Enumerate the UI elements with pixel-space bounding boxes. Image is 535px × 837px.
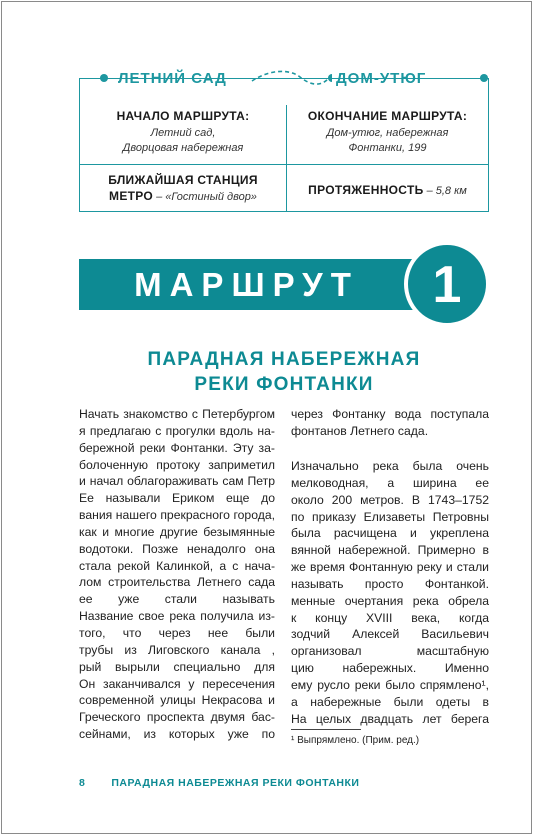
body-text-line: менные очертания река обрела	[291, 593, 489, 608]
banner-title: МАРШРУТ	[134, 266, 359, 303]
route-end-cell	[287, 109, 488, 156]
body-right-para2	[291, 458, 489, 728]
body-right-para1	[291, 406, 489, 440]
body-text-line: На целых двадцать лет берега	[291, 711, 489, 726]
body-text-line: а набережные были одеты в	[291, 694, 489, 709]
body-text-line: стала рекой Калинкой, а с начa-	[79, 558, 275, 573]
body-text-line: трубы из Лиговского канала ,	[79, 642, 275, 657]
body-text-line: сейнами, из которых уже по	[79, 727, 275, 742]
route-start-label: ЛЕТНИЙ САД	[114, 70, 231, 87]
body-text-line: организовал масштабную	[291, 644, 489, 659]
route-end-title: ОКОНЧАНИЕ МАРШРУТА:	[307, 109, 468, 123]
route-metro-value: – «Гостиный двор»	[153, 191, 257, 203]
route-box-hdivider	[80, 164, 488, 165]
body-text-line: бережной реки Фонтанки. Эту за-	[79, 440, 275, 455]
body-text-line: Греческого проспекта двумя бас-	[79, 710, 275, 725]
body-text-line: Начать знакомство с Петербургом	[79, 407, 275, 421]
body-text-line: вянной набережной. Примерно в	[291, 543, 489, 558]
body-text-line: была расчищена и укреплена	[291, 526, 489, 541]
route-metro-title1: БЛИЖАЙШАЯ СТАНЦИЯ	[108, 173, 258, 187]
route-start-line2: Дворцовая набережная	[122, 142, 244, 154]
route-start-cell	[80, 109, 286, 156]
body-text-line: мелководная, а ширина ее	[291, 475, 489, 490]
route-start-line1: Летний сад,	[150, 127, 216, 139]
body-text-line: около 200 метров. В 1743–1752	[291, 492, 489, 507]
body-text-line: Изначально река была очень	[291, 459, 489, 473]
body-text-line: по приказу Елизаветы Петровны	[291, 509, 489, 524]
route-end-line1: Дом-утюг, набережная	[326, 127, 449, 139]
chapter-subtitle	[79, 347, 489, 397]
body-text-line: вания нашего прекрасного города,	[79, 508, 275, 523]
page-number: 8	[79, 777, 86, 789]
route-banner	[79, 259, 419, 310]
route-length-title: ПРОТЯЖЕННОСТЬ	[308, 183, 424, 197]
body-text-line: же время Фонтанную реку и стали	[291, 560, 489, 575]
route-info-box	[79, 78, 489, 212]
route-end-label: ДОМ-УТЮГ	[332, 70, 430, 87]
body-text-line: через Фонтанку вода поступала	[291, 407, 489, 421]
body-left-column	[79, 406, 275, 743]
body-text-line: того, что через нее были	[79, 625, 275, 640]
body-text-line: болоченную протоку заприметил	[79, 457, 275, 472]
body-text-line: ее уже стали называть	[79, 592, 275, 607]
route-number: 1	[432, 256, 462, 314]
route-number-badge	[404, 241, 490, 327]
body-text-line: рый вырыли специально для	[79, 659, 275, 674]
route-length-value: – 5,8 км	[423, 185, 467, 197]
route-end-line2: Фонтанки, 199	[348, 142, 427, 154]
body-text-line: к концу XVIII века, когда	[291, 610, 489, 625]
body-text-line: цию набережных. Именно	[291, 661, 489, 676]
body-text-line: фонтанов Летнего сада.	[291, 423, 429, 438]
subtitle-line2: РЕКИ ФОНТАНКИ	[194, 374, 374, 395]
body-text-line: ему русло реки было спрямлено¹,	[291, 677, 489, 692]
body-text-line: называть просто Фонтанкой.	[291, 576, 489, 591]
route-length-cell	[287, 181, 488, 199]
footnote: ¹ Выпрямлено. (Прим. ред.)	[291, 735, 420, 746]
route-start-title: НАЧАЛО МАРШРУТА:	[116, 109, 250, 123]
footnote-rule	[291, 729, 361, 730]
body-text-line: и начал облагораживать сам Петр	[79, 474, 275, 489]
body-text-line: Ее называли Ериком еще до	[79, 491, 275, 506]
body-text-line: я предлагаю с прогулки вдоль на-	[79, 423, 275, 438]
body-text-line: как и многие другие безымянные	[79, 524, 275, 539]
body-text-line: современной улицы Некрасова и	[79, 693, 275, 708]
body-text-line: зодчий Алексей Васильевич	[291, 627, 489, 642]
body-text-line: Название свое река получила из-	[79, 609, 275, 624]
page-footer	[79, 777, 359, 789]
body-text-line: лом строительства Летнего сада	[79, 575, 275, 590]
route-metro-cell	[80, 173, 286, 205]
route-metro-title2: МЕТРО	[109, 189, 154, 203]
body-text-line: водотоки. Позже ненадолго она	[79, 541, 275, 556]
body-text-line: Он заканчивался у пересечения	[79, 676, 275, 691]
running-title: ПАРАДНАЯ НАБЕРЕЖНАЯ РЕКИ ФОНТАНКИ	[111, 777, 360, 789]
subtitle-line1: ПАРАДНАЯ НАБЕРЕЖНАЯ	[147, 349, 421, 370]
